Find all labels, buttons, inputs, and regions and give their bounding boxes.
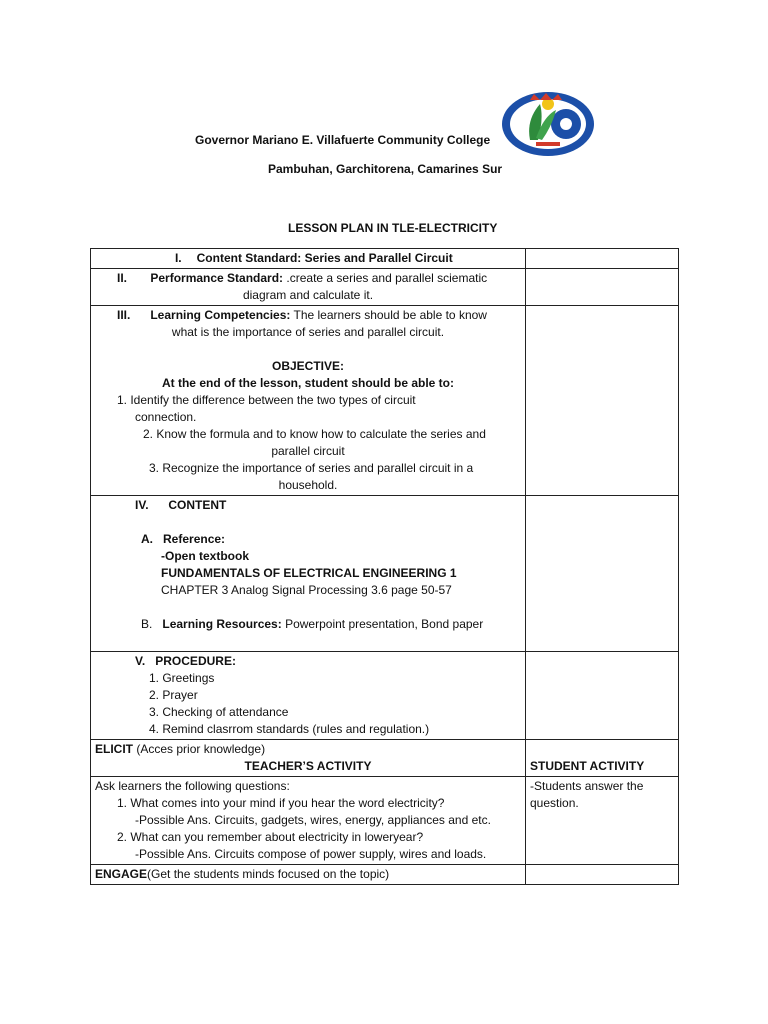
resources-label: Learning Resources: — [162, 617, 282, 631]
learning-competencies-text: The learners should be able to know — [293, 308, 487, 322]
row-engage — [91, 865, 679, 885]
objective-item-2: 2. Know the formula and to know how to calculate the series and — [143, 427, 486, 441]
section-number: II. — [117, 271, 128, 285]
learning-competencies-text-cont: what is the importance of series and parallel circuit. — [171, 325, 445, 339]
objective-intro: At the end of the lesson, student should be able to: — [161, 376, 454, 390]
college-address: Pambuhan, Garchitorena, Camarines Sur — [268, 162, 503, 176]
learning-competencies-label: Learning Competencies: — [150, 308, 291, 322]
content-standard-cell — [91, 249, 526, 269]
objective-heading: OBJECTIVE: — [271, 359, 344, 373]
objective-item-1: 1. Identify the difference between the two types of circuit — [117, 393, 416, 407]
procedure-cell — [91, 652, 526, 740]
elicit-label: ELICIT — [95, 742, 133, 756]
performance-standard-text-cont: diagram and calculate it. — [242, 288, 374, 302]
procedure-item: 4. Remind clasrrom standards (rules and regulation.) — [149, 722, 430, 736]
engage-text: (Get the students minds focused on the topic) — [147, 867, 390, 881]
student-response-cont: question. — [530, 796, 579, 810]
lesson-plan-table — [90, 248, 679, 885]
row-content — [91, 496, 679, 652]
section-number: I. — [174, 251, 182, 265]
empty-cell — [526, 865, 679, 885]
student-activity-heading-cell — [526, 740, 679, 777]
row-learning-competencies — [91, 306, 679, 496]
section-number: V. — [135, 654, 146, 668]
objective-item-2-cont: parallel circuit — [271, 444, 345, 458]
empty-cell — [526, 269, 679, 306]
teacher-activity-heading: TEACHER’S ACTIVITY — [244, 759, 372, 773]
student-response-cell — [526, 777, 679, 865]
question-2: 2. What can you remember about electricity in loweryear? — [117, 830, 424, 844]
college-seal-logo — [500, 90, 596, 158]
section-number: IV. — [135, 498, 149, 512]
learning-competencies-cell — [91, 306, 526, 496]
objective-item-3-cont: household. — [278, 478, 338, 492]
procedure-item: 1. Greetings — [149, 671, 215, 685]
content-standard-label: Content Standard: Series and Parallel Circuit — [196, 251, 453, 265]
questions-intro: Ask learners the following questions: — [95, 779, 290, 793]
empty-cell — [526, 496, 679, 652]
section-number: III. — [117, 308, 131, 322]
elicit-cell — [91, 740, 526, 777]
row-elicit — [91, 740, 679, 777]
question-1: 1. What comes into your mind if you hear the word electricity? — [117, 796, 445, 810]
empty-cell — [526, 306, 679, 496]
row-content-standard — [91, 249, 679, 269]
reference-item-2: FUNDAMENTALS OF ELECTRICAL ENGINEERING 1 — [161, 566, 457, 580]
objective-item-1-cont: connection. — [135, 410, 197, 424]
row-procedure — [91, 652, 679, 740]
engage-cell — [91, 865, 526, 885]
procedure-item: 2. Prayer — [149, 688, 198, 702]
resources-text: Powerpoint presentation, Bond paper — [285, 617, 484, 631]
reference-item-3: CHAPTER 3 Analog Signal Processing 3.6 page 50-57 — [161, 583, 452, 597]
performance-standard-cell — [91, 269, 526, 306]
questions-cell — [91, 777, 526, 865]
reference-letter: A. — [141, 532, 153, 546]
row-performance-standard — [91, 269, 679, 306]
empty-cell — [526, 249, 679, 269]
reference-item-1: -Open textbook — [161, 549, 250, 563]
answer-1: -Possible Ans. Circuits, gadgets, wires, energy, appliances and etc. — [135, 813, 491, 827]
performance-standard-text: .create a series and parallel sciematic — [286, 271, 488, 285]
performance-standard-label: Performance Standard: — [150, 271, 284, 285]
answer-2: -Possible Ans. Circuits compose of power supply, wires and loads. — [135, 847, 487, 861]
row-questions — [91, 777, 679, 865]
resources-letter: B. — [141, 617, 153, 631]
student-response: -Students answer the — [530, 779, 644, 793]
procedure-item: 3. Checking of attendance — [149, 705, 289, 719]
objective-item-3: 3. Recognize the importance of series and parallel circuit in a — [149, 461, 474, 475]
college-name: Governor Mariano E. Villafuerte Community College — [195, 133, 491, 147]
reference-label: Reference: — [163, 532, 226, 546]
lesson-plan-title: LESSON PLAN IN TLE-ELECTRICITY — [288, 221, 498, 235]
procedure-label: PROCEDURE: — [155, 654, 236, 668]
content-cell — [91, 496, 526, 652]
elicit-text: (Acces prior knowledge) — [136, 742, 266, 756]
empty-cell — [526, 652, 679, 740]
student-activity-heading: STUDENT ACTIVITY — [530, 759, 645, 773]
engage-label: ENGAGE — [95, 867, 148, 881]
content-label: CONTENT — [168, 498, 227, 512]
